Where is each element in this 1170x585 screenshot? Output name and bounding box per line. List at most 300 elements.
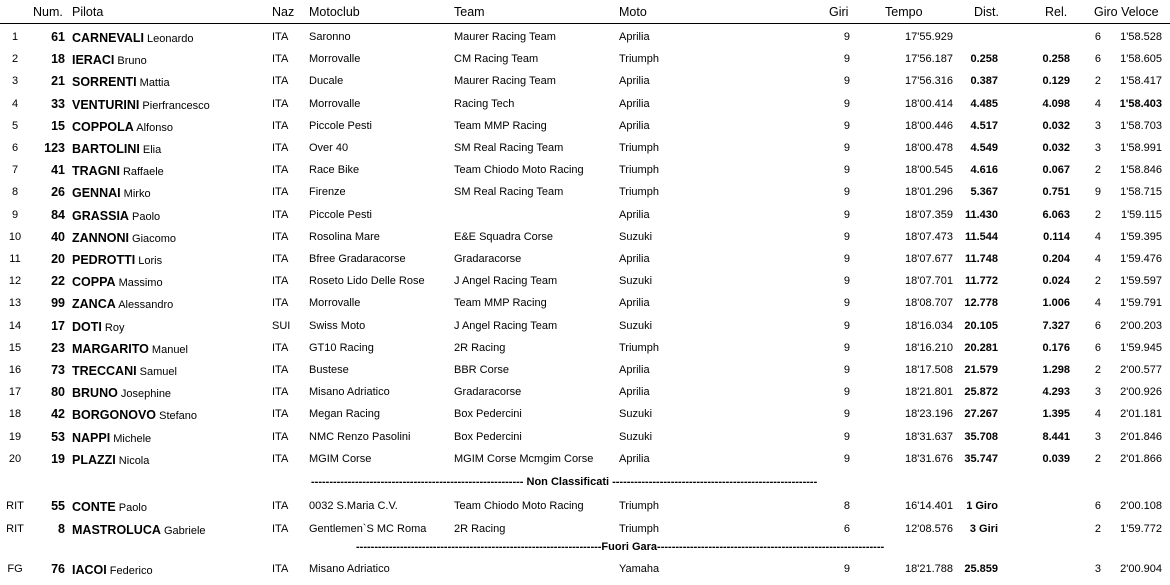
nation-cell: ITA: [272, 142, 289, 154]
classified-row: [0, 29, 1170, 47]
position-cell: 15: [8, 341, 22, 354]
position-cell: 6: [11, 142, 19, 154]
laps-cell: 9: [843, 452, 850, 465]
rider-first-name: Samuel: [136, 366, 177, 378]
classified-row: [0, 73, 1170, 91]
gap-cell: 4.549: [970, 142, 998, 154]
best-lap-time-cell: 2'01.181: [1120, 408, 1162, 421]
rider-name-cell: [72, 563, 153, 577]
best-lap-number-cell: 4: [1094, 230, 1101, 243]
rider-surname: COPPOLA: [72, 119, 134, 134]
team-cell: Team Chiodo Moto Racing: [454, 164, 584, 177]
rider-number-cell: 19: [51, 451, 65, 466]
rider-surname: PEDROTTI: [72, 253, 136, 267]
moto-cell: Aprilia: [619, 97, 650, 110]
team-cell: J Angel Racing Team: [454, 319, 558, 332]
rider-number-cell: 73: [51, 363, 65, 377]
motoclub-cell: Misano Adriatico: [309, 563, 390, 575]
moto-cell: Triumph: [619, 500, 659, 512]
position-cell: 7: [11, 164, 19, 177]
rider-surname: TRECCANI: [72, 364, 137, 378]
best-lap-time-cell: 2'00.926: [1120, 386, 1162, 399]
position-cell: RIT: [6, 500, 24, 512]
gap-cell: 35.708: [964, 430, 998, 443]
laps-cell: 9: [843, 386, 850, 399]
rider-number-cell: 99: [51, 296, 65, 311]
rider-surname: BARTOLINI: [72, 142, 140, 156]
motoclub-cell: Gentlemen`S MC Roma: [309, 522, 427, 535]
rider-surname: SORRENTI: [72, 75, 137, 90]
time-cell: 18'08.707: [905, 297, 953, 310]
classified-row: [0, 162, 1170, 180]
relative-gap-cell: 7.327: [1042, 319, 1070, 332]
rider-name-cell: [72, 209, 160, 223]
header-moto: Moto: [619, 5, 647, 19]
non-classificati-separator: [0, 476, 1170, 492]
time-cell: 18'07.701: [905, 275, 953, 288]
moto-cell: Triumph: [619, 142, 659, 154]
time-cell: 18'31.637: [905, 430, 953, 443]
rider-first-name: Stefano: [156, 410, 198, 423]
rider-name-cell: [72, 297, 173, 311]
moto-cell: Aprilia: [619, 75, 650, 88]
best-lap-time-cell: 2'01.846: [1120, 430, 1162, 443]
gap-cell: 5.367: [970, 186, 998, 199]
rider-first-name: Roy: [101, 321, 125, 334]
team-cell: Gradaracorse: [454, 386, 522, 399]
rider-surname: ZANCA: [72, 297, 116, 312]
best-lap-number-cell: 4: [1094, 97, 1101, 110]
best-lap-number-cell: 6: [1094, 31, 1101, 43]
non-classificati-label: ---------------------------------------------------------- Non Classificati --------------------------------------------------------: [311, 476, 818, 488]
nation-cell: ITA: [272, 97, 289, 110]
motoclub-cell: NMC Renzo Pasolini: [309, 430, 411, 443]
motoclub-cell: Firenze: [309, 186, 346, 199]
classified-row: [0, 406, 1170, 424]
laps-cell: 9: [843, 208, 850, 221]
laps-cell: 9: [843, 53, 850, 66]
rider-first-name: Josephine: [117, 388, 172, 401]
rider-surname: COPPA: [72, 275, 116, 290]
rider-number-cell: 21: [51, 74, 65, 89]
time-cell: 18'07.473: [905, 230, 953, 243]
gap-cell: 27.267: [964, 408, 998, 421]
rider-number-cell: 123: [44, 141, 65, 155]
rider-first-name: Gabriele: [160, 524, 206, 537]
moto-cell: Aprilia: [619, 119, 650, 132]
rider-name-cell: [72, 275, 163, 289]
team-cell: Box Pedercini: [454, 408, 522, 421]
rider-first-name: Massimo: [115, 277, 163, 290]
moto-cell: Aprilia: [619, 364, 650, 376]
laps-cell: 9: [843, 408, 850, 421]
rider-name-cell: [72, 386, 171, 400]
rider-number-cell: 22: [51, 274, 65, 289]
classified-row: [0, 118, 1170, 136]
best-lap-time-cell: 1'59.791: [1120, 297, 1162, 310]
moto-cell: Aprilia: [619, 297, 650, 310]
rider-number-cell: 84: [51, 207, 65, 222]
nation-cell: ITA: [272, 119, 289, 132]
rider-surname: GENNAI: [72, 186, 121, 201]
team-cell: Team Chiodo Moto Racing: [454, 500, 584, 512]
rider-first-name: Paolo: [128, 210, 161, 223]
gap-cell: 20.281: [964, 341, 998, 354]
relative-gap-cell: 0.176: [1042, 341, 1070, 354]
laps-cell: 9: [843, 275, 850, 288]
position-cell: 16: [8, 364, 22, 376]
fuori-gara-row: [0, 561, 1170, 579]
moto-cell: Aprilia: [619, 452, 650, 465]
classified-row: [0, 318, 1170, 336]
nation-cell: ITA: [272, 230, 289, 243]
time-cell: 18'21.801: [905, 386, 953, 399]
relative-gap-cell: 6.063: [1042, 208, 1070, 221]
rider-number-cell: 15: [51, 118, 65, 133]
header-motoclub: Motoclub: [309, 5, 360, 19]
best-lap-number-cell: 3: [1094, 142, 1101, 154]
position-cell: 5: [11, 119, 19, 132]
relative-gap-cell: 0.039: [1042, 452, 1070, 465]
rider-first-name: Michele: [110, 432, 152, 445]
rider-number-cell: 20: [51, 252, 65, 266]
time-cell: 18'31.676: [905, 452, 953, 465]
position-cell: 14: [8, 319, 22, 332]
relative-gap-cell: 0.032: [1042, 119, 1070, 132]
header-giro-veloce: Giro Veloce: [1094, 5, 1159, 19]
rider-first-name: Federico: [106, 565, 153, 577]
rider-surname: GRASSIA: [72, 208, 129, 223]
rider-surname: DOTI: [72, 319, 102, 334]
nation-cell: ITA: [272, 500, 289, 512]
nation-cell: ITA: [272, 522, 289, 535]
best-lap-time-cell: 1'59.476: [1120, 253, 1162, 265]
laps-cell: 9: [843, 341, 850, 354]
gap-cell: 21.579: [964, 364, 998, 376]
best-lap-time-cell: 2'00.577: [1120, 364, 1162, 376]
relative-gap-cell: 1.395: [1042, 408, 1070, 421]
relative-gap-cell: 0.751: [1042, 186, 1070, 199]
rider-first-name: Mirko: [120, 188, 151, 201]
gap-cell: 0.258: [970, 53, 998, 66]
team-cell: 2R Racing: [454, 522, 506, 535]
nation-cell: ITA: [272, 452, 289, 465]
best-lap-number-cell: 3: [1094, 563, 1101, 575]
position-cell: 9: [11, 208, 19, 221]
fuori-gara-separator: [0, 541, 1170, 557]
non-classified-row: [0, 498, 1170, 516]
nation-cell: ITA: [272, 408, 289, 421]
laps-cell: 9: [843, 364, 850, 376]
gap-cell: 11.748: [964, 253, 998, 265]
best-lap-time-cell: 2'00.108: [1120, 500, 1162, 512]
rider-name-cell: [72, 523, 206, 537]
rider-name-cell: [72, 98, 210, 112]
rider-name-cell: [72, 253, 162, 267]
fuori-gara-label: -------------------------------------------------------------------Fuori Gara--------------------------------------------------------------: [356, 541, 885, 553]
classified-row: [0, 429, 1170, 447]
classified-row: [0, 384, 1170, 402]
rider-first-name: Alessandro: [115, 299, 174, 312]
nation-cell: ITA: [272, 430, 289, 443]
moto-cell: Triumph: [619, 164, 659, 177]
moto-cell: Triumph: [619, 53, 659, 66]
team-cell: Team MMP Racing: [454, 119, 547, 132]
motoclub-cell: Swiss Moto: [309, 319, 366, 332]
position-cell: 4: [11, 97, 19, 110]
motoclub-cell: Saronno: [309, 31, 351, 43]
motoclub-cell: Over 40: [309, 142, 349, 154]
team-cell: Team MMP Racing: [454, 297, 547, 310]
non-classified-row: [0, 521, 1170, 539]
best-lap-number-cell: 6: [1094, 500, 1101, 512]
time-cell: 18'00.446: [905, 119, 953, 132]
best-lap-time-cell: 1'58.605: [1120, 53, 1162, 66]
rider-surname: BORGONOVO: [72, 408, 157, 423]
rider-first-name: Raffaele: [119, 166, 164, 179]
team-cell: SM Real Racing Team: [454, 186, 564, 199]
time-cell: 18'07.677: [905, 253, 953, 265]
relative-gap-cell: 4.293: [1042, 386, 1070, 399]
rider-first-name: Nicola: [115, 454, 150, 467]
relative-gap-cell: 0.204: [1042, 253, 1070, 265]
rider-surname: ZANNONI: [72, 230, 129, 245]
position-cell: RIT: [6, 522, 24, 535]
rider-surname: BRUNO: [72, 386, 118, 401]
gap-cell: 35.747: [964, 452, 998, 465]
rider-name-cell: [72, 320, 124, 334]
rider-first-name: Mattia: [136, 77, 170, 90]
best-lap-time-cell: 1'58.846: [1120, 164, 1162, 177]
team-cell: Maurer Racing Team: [454, 75, 556, 88]
motoclub-cell: Bfree Gradaracorse: [309, 253, 406, 265]
motoclub-cell: Roseto Lido Delle Rose: [309, 275, 425, 288]
best-lap-time-cell: 1'58.528: [1120, 31, 1162, 43]
best-lap-time-cell: 1'59.115: [1120, 208, 1162, 221]
moto-cell: Suzuki: [619, 408, 653, 421]
team-cell: E&E Squadra Corse: [454, 230, 554, 243]
best-lap-number-cell: 2: [1094, 75, 1101, 88]
best-lap-number-cell: 4: [1094, 408, 1101, 421]
classified-row: [0, 251, 1170, 269]
moto-cell: Suzuki: [619, 230, 653, 243]
header-naz: Naz: [272, 5, 295, 19]
gap-cell: 12.778: [964, 297, 998, 310]
rider-surname: VENTURINI: [72, 97, 140, 112]
time-cell: 18'00.478: [905, 142, 953, 154]
nation-cell: ITA: [272, 297, 289, 310]
gap-cell: 11.544: [964, 230, 998, 243]
rider-first-name: Giacomo: [128, 232, 177, 245]
laps-cell: 9: [843, 186, 850, 199]
position-cell: 18: [8, 408, 22, 421]
rider-surname: TRAGNI: [72, 164, 120, 179]
motoclub-cell: GT10 Racing: [309, 341, 374, 354]
header-team: Team: [454, 5, 485, 19]
relative-gap-cell: 0.129: [1042, 75, 1070, 88]
moto-cell: Aprilia: [619, 208, 650, 221]
position-cell: 1: [11, 31, 19, 43]
motoclub-cell: Morrovalle: [309, 297, 361, 310]
nation-cell: SUI: [272, 319, 291, 332]
classified-row: [0, 295, 1170, 313]
motoclub-cell: Misano Adriatico: [309, 386, 390, 399]
best-lap-time-cell: 1'59.597: [1120, 275, 1162, 288]
team-cell: Gradaracorse: [454, 253, 522, 265]
time-cell: 18'07.359: [905, 208, 953, 221]
relative-gap-cell: 0.067: [1042, 164, 1070, 177]
rider-name-cell: [72, 31, 194, 45]
gap-cell: 4.616: [970, 164, 998, 177]
time-cell: 18'21.788: [905, 563, 953, 575]
nation-cell: ITA: [272, 186, 289, 199]
laps-cell: 6: [843, 522, 850, 535]
gap-cell: 1 Giro: [966, 500, 998, 512]
motoclub-cell: Morrovalle: [309, 53, 361, 66]
motoclub-cell: 0032 S.Maria C.V.: [309, 500, 398, 512]
nation-cell: ITA: [272, 341, 289, 354]
team-cell: CM Racing Team: [454, 53, 539, 66]
header-dist: Dist.: [974, 5, 999, 19]
rider-number-cell: 40: [51, 229, 65, 244]
team-cell: MGIM Corse Mcmgim Corse: [454, 452, 594, 465]
rider-name-cell: [72, 164, 164, 178]
best-lap-number-cell: 2: [1094, 522, 1101, 535]
time-cell: 18'23.196: [905, 408, 953, 421]
relative-gap-cell: 1.006: [1042, 297, 1070, 310]
position-cell: 3: [11, 75, 19, 88]
moto-cell: Aprilia: [619, 31, 650, 43]
position-cell: FG: [7, 563, 23, 575]
position-cell: 13: [8, 297, 22, 310]
rider-name-cell: [72, 364, 177, 378]
moto-cell: Triumph: [619, 341, 659, 354]
moto-cell: Aprilia: [619, 386, 650, 399]
rider-surname: CONTE: [72, 500, 116, 514]
moto-cell: Triumph: [619, 522, 659, 535]
laps-cell: 9: [843, 142, 850, 154]
best-lap-time-cell: 2'00.203: [1120, 319, 1162, 332]
rider-number-cell: 42: [51, 407, 65, 422]
rider-surname: PLAZZI: [72, 452, 116, 467]
laps-cell: 9: [843, 430, 850, 443]
team-cell: J Angel Racing Team: [454, 275, 558, 288]
position-cell: 8: [11, 186, 19, 199]
best-lap-time-cell: 1'58.991: [1120, 142, 1162, 154]
relative-gap-cell: 8.441: [1042, 430, 1070, 443]
best-lap-number-cell: 3: [1094, 430, 1101, 443]
best-lap-time-cell: 2'01.866: [1120, 452, 1162, 465]
nation-cell: ITA: [272, 208, 289, 221]
motoclub-cell: Megan Racing: [309, 408, 380, 421]
best-lap-time-cell: 1'59.945: [1120, 341, 1162, 354]
team-cell: Racing Tech: [454, 97, 515, 110]
time-cell: 18'00.545: [905, 164, 953, 177]
time-cell: 17'55.929: [905, 31, 953, 43]
best-lap-number-cell: 2: [1094, 208, 1101, 221]
rider-first-name: Elia: [139, 144, 162, 156]
rider-number-cell: 76: [51, 562, 65, 576]
gap-cell: 25.872: [964, 386, 998, 399]
time-cell: 18'17.508: [905, 364, 953, 376]
rider-name-cell: [72, 408, 197, 422]
team-cell: Box Pedercini: [454, 430, 522, 443]
best-lap-time-cell: 1'59.395: [1120, 230, 1162, 243]
rider-name-cell: [72, 120, 173, 134]
best-lap-number-cell: 3: [1094, 119, 1101, 132]
nation-cell: ITA: [272, 75, 289, 88]
motoclub-cell: Rosolina Mare: [309, 230, 380, 243]
rider-number-cell: 55: [51, 499, 65, 513]
rider-name-cell: [72, 342, 188, 356]
laps-cell: 9: [843, 230, 850, 243]
nation-cell: ITA: [272, 563, 289, 575]
relative-gap-cell: 0.114: [1043, 230, 1070, 243]
moto-cell: Suzuki: [619, 275, 653, 288]
rider-name-cell: [72, 431, 151, 445]
best-lap-number-cell: 3: [1094, 386, 1101, 399]
rider-name-cell: [72, 231, 176, 245]
motoclub-cell: Race Bike: [309, 164, 360, 177]
best-lap-time-cell: 2'00.904: [1120, 563, 1162, 575]
gap-cell: 4.485: [970, 97, 998, 110]
best-lap-number-cell: 6: [1094, 53, 1101, 66]
time-cell: 12'08.576: [905, 522, 953, 535]
gap-cell: 3 Giri: [969, 522, 998, 535]
motoclub-cell: Morrovalle: [309, 97, 361, 110]
laps-cell: 8: [843, 500, 850, 512]
position-cell: 17: [8, 386, 22, 399]
time-cell: 16'14.401: [905, 500, 953, 512]
best-lap-number-cell: 2: [1094, 452, 1101, 465]
rider-number-cell: 17: [51, 318, 65, 333]
classified-row: [0, 140, 1170, 158]
motoclub-cell: Ducale: [309, 75, 344, 88]
time-cell: 18'01.296: [905, 186, 953, 199]
rider-surname: IERACI: [72, 53, 115, 68]
classified-row: [0, 96, 1170, 114]
motoclub-cell: Bustese: [309, 364, 349, 376]
nation-cell: ITA: [272, 31, 289, 43]
rider-first-name: Alfonso: [133, 121, 173, 134]
best-lap-number-cell: 6: [1094, 341, 1101, 354]
header-giri: Giri: [829, 5, 849, 19]
header-tempo: Tempo: [885, 5, 923, 19]
laps-cell: 9: [843, 75, 850, 88]
rider-first-name: Paolo: [115, 502, 147, 514]
best-lap-time-cell: 1'59.772: [1120, 522, 1162, 535]
best-lap-time-cell: 1'58.703: [1120, 119, 1162, 132]
nation-cell: ITA: [272, 253, 289, 265]
moto-cell: Suzuki: [619, 319, 653, 332]
relative-gap-cell: 0.258: [1042, 53, 1070, 66]
nation-cell: ITA: [272, 164, 289, 177]
laps-cell: 9: [843, 319, 850, 332]
rider-number-cell: 26: [51, 185, 65, 200]
classified-row: [0, 362, 1170, 380]
classified-row: [0, 229, 1170, 247]
gap-cell: 11.772: [964, 275, 998, 288]
rider-number-cell: 80: [51, 385, 65, 400]
time-cell: 18'16.034: [905, 319, 953, 332]
time-cell: 17'56.316: [905, 75, 953, 88]
rider-surname: MARGARITO: [72, 341, 149, 356]
position-cell: 10: [8, 230, 22, 243]
classified-row: [0, 273, 1170, 291]
team-cell: 2R Racing: [454, 341, 506, 354]
rider-number-cell: 23: [51, 340, 65, 355]
rider-number-cell: 53: [51, 429, 65, 444]
